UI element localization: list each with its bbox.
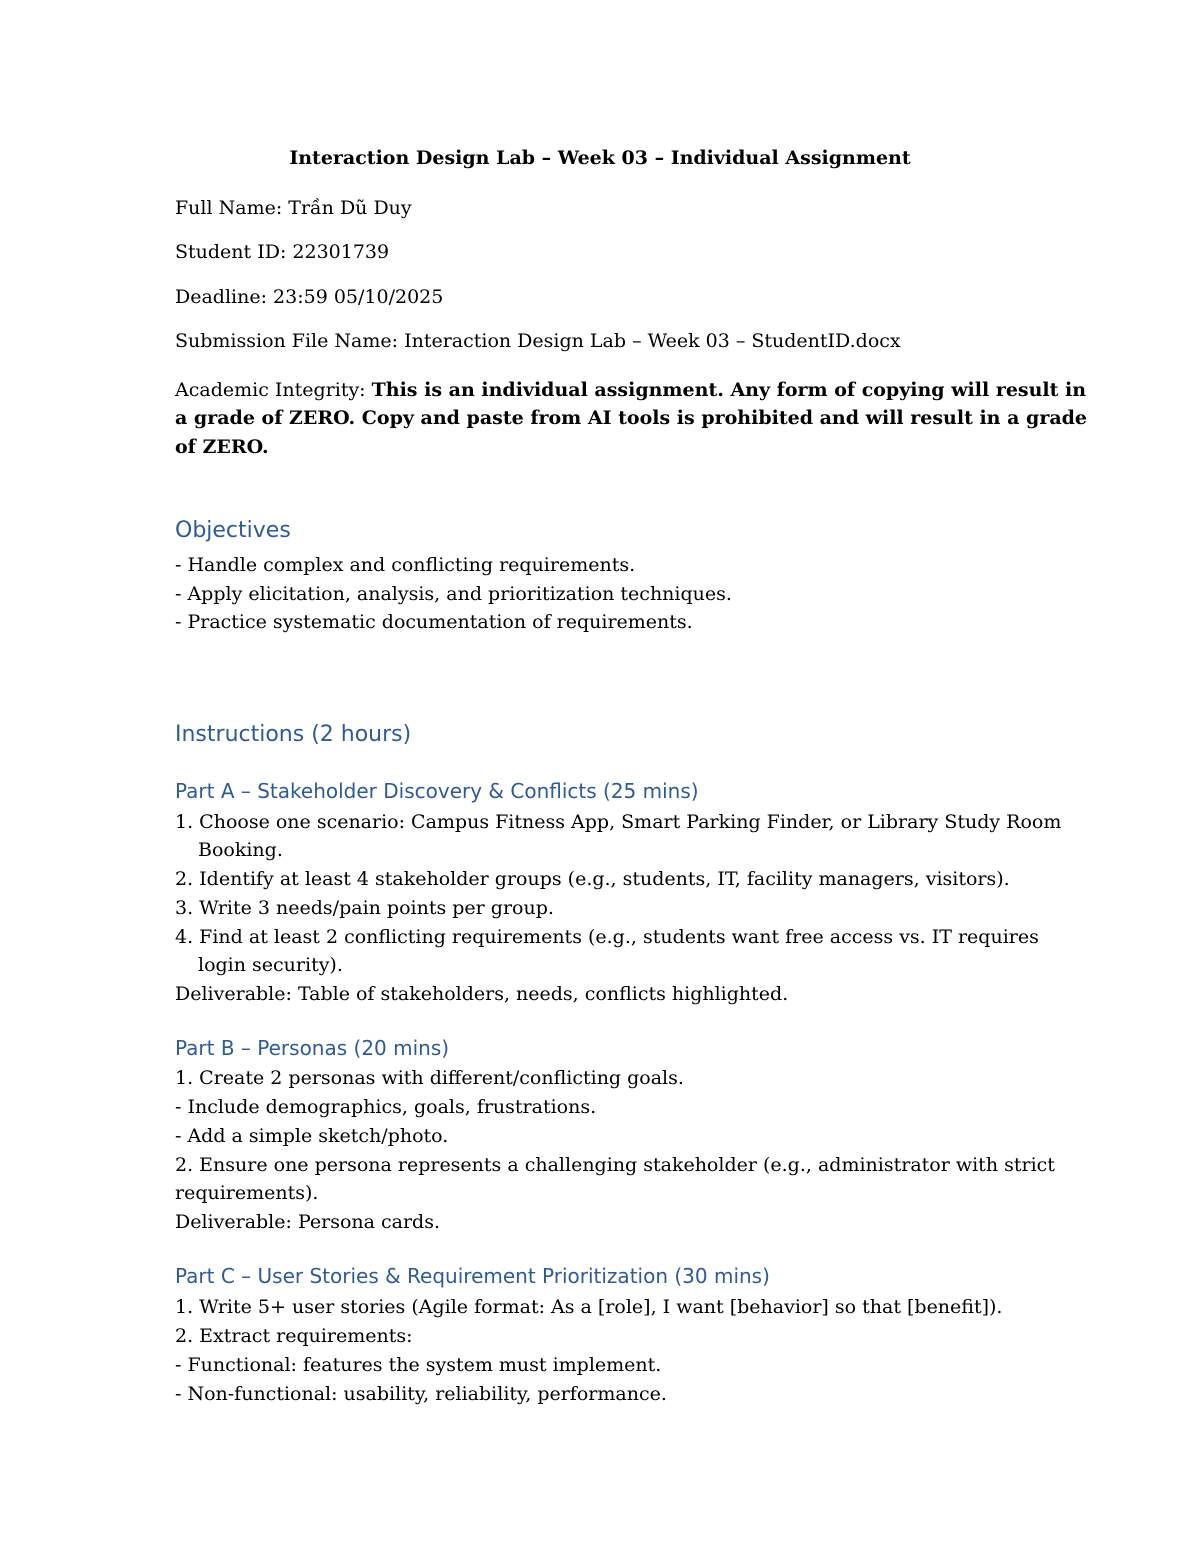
student-id: Student ID: 22301739 xyxy=(175,241,390,263)
part-b-line: requirements). xyxy=(175,1182,319,1204)
part-b-deliverable: Deliverable: Persona cards. xyxy=(175,1211,440,1233)
part-a-item-1: 1. Choose one scenario: Campus Fitness App, Smart Parking Finder, or Library Study Room xyxy=(175,811,1062,833)
objective-item: - Practice systematic documentation of requirements. xyxy=(175,611,693,633)
objective-item: - Handle complex and conflicting requirements. xyxy=(175,554,636,576)
part-a-item-4: 4. Find at least 2 conflicting requirements (e.g., students want free access vs. IT requires xyxy=(175,926,1039,948)
part-a-item-2: 2. Identify at least 4 stakeholder groups (e.g., students, IT, facility managers, visitors). xyxy=(175,868,1010,890)
objectives-heading: Objectives xyxy=(175,518,291,543)
part-a-deliverable: Deliverable: Table of stakeholders, needs, conflicts highlighted. xyxy=(175,983,789,1005)
part-b-line: - Include demographics, goals, frustrations. xyxy=(175,1096,597,1118)
part-a-item-1-cont: Booking. xyxy=(198,839,283,861)
document-title: Interaction Design Lab – Week 03 – Individual Assignment xyxy=(289,147,911,169)
academic-integrity-text-1: This is an individual assignment. Any form of copying will result in xyxy=(371,379,1087,401)
academic-integrity-label: Academic Integrity: xyxy=(175,379,372,401)
instructions-heading: Instructions (2 hours) xyxy=(175,722,412,747)
part-a-item-4-cont: login security). xyxy=(198,954,343,976)
full-name: Full Name: Trần Dũ Duy xyxy=(175,197,412,219)
academic-integrity xyxy=(175,378,1086,402)
part-c-line: - Non-functional: usability, reliability, performance. xyxy=(175,1383,667,1405)
part-b-line: 2. Ensure one persona represents a challenging stakeholder (e.g., administrator with strict xyxy=(175,1154,1055,1176)
part-b-line: 1. Create 2 personas with different/conflicting goals. xyxy=(175,1067,684,1089)
deadline: Deadline: 23:59 05/10/2025 xyxy=(175,286,444,308)
part-b-heading: Part B – Personas (20 mins) xyxy=(175,1036,450,1060)
academic-integrity-text-2: a grade of ZERO. Copy and paste from AI tools is prohibited and will result in a grade xyxy=(175,407,1088,429)
part-c-line: - Functional: features the system must implement. xyxy=(175,1354,662,1376)
objective-item: - Apply elicitation, analysis, and prioritization techniques. xyxy=(175,583,732,605)
part-c-line: 2. Extract requirements: xyxy=(175,1325,413,1347)
part-c-line: 1. Write 5+ user stories (Agile format: As a [role], I want [behavior] so that [benefit]). xyxy=(175,1296,1003,1318)
part-b-line: - Add a simple sketch/photo. xyxy=(175,1125,449,1147)
submission-file-name: Submission File Name: Interaction Design Lab – Week 03 – StudentID.docx xyxy=(175,330,901,352)
part-a-item-3: 3. Write 3 needs/pain points per group. xyxy=(175,897,554,919)
part-c-heading: Part C – User Stories & Requirement Prioritization (30 mins) xyxy=(175,1264,770,1288)
academic-integrity-text-3: of ZERO. xyxy=(175,436,269,458)
part-a-heading: Part A – Stakeholder Discovery & Conflicts (25 mins) xyxy=(175,779,699,803)
